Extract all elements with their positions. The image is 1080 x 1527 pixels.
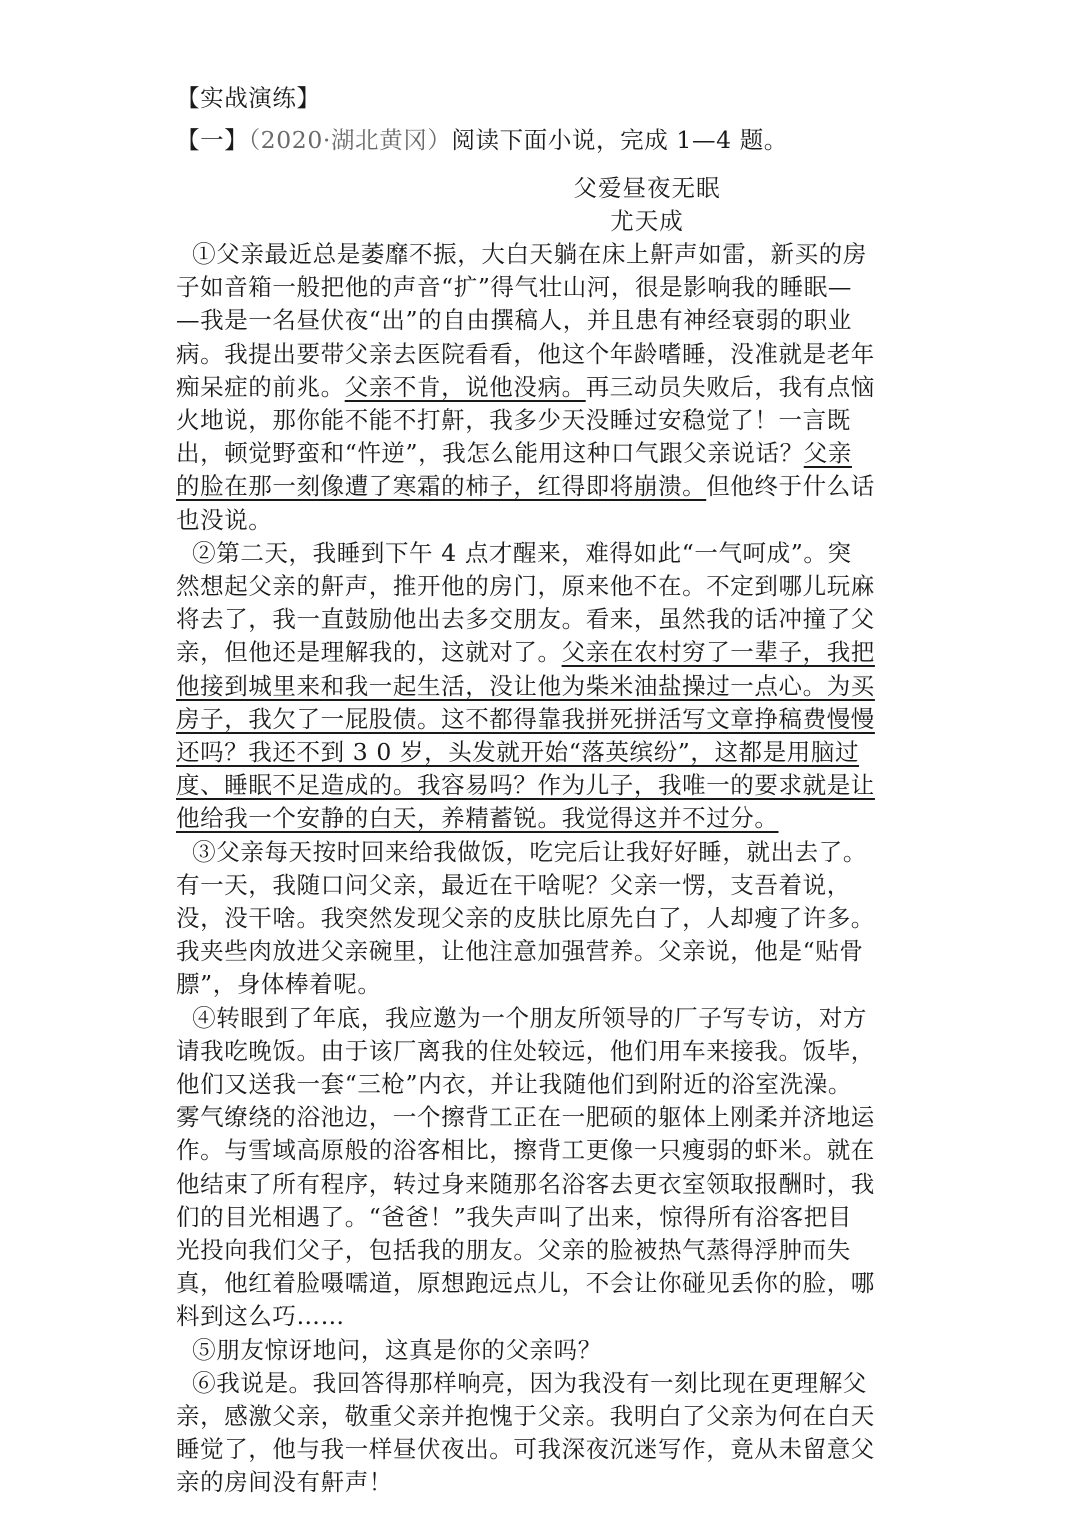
article-line [176,802,888,835]
underlined-text: 父亲在农村穷了一辈子，我把 [561,638,875,667]
underlined-text: 他给我一个安静的白天，养精蓄锐。我觉得这并不过分。 [176,804,779,833]
line-text: —我是一名昼伏夜“出”的自由撰稿人，并且患有神经衰弱的职业 [176,306,852,335]
line-text: 子如音箱一般把他的声音“扩”得气壮山河，很是影响我的睡眠— [176,273,852,302]
line-text: 火地说，那你能不能不打鼾，我多少天没睡过安稳觉了！一言既 [176,406,851,434]
article-line [176,1367,888,1400]
article-line [176,570,888,603]
line-text: ②第二天，我睡到下午 4 点才醒来，难得如此“一气呵成”。突 [176,538,852,567]
line-text: 亲，但他还是理解我的，这就对了。 [176,638,562,667]
article-line [176,371,888,404]
line-text: 作。与雪域高原般的浴客相比，擦背工更像一只瘦弱的虾米。就在 [176,1136,875,1165]
article-line [176,1168,888,1201]
question-source: （2020·湖北黄冈） [248,126,452,154]
article-author-text: 尤天成 [610,207,684,235]
line-text: ⑥我说是。我回答得那样响亮，因为我没有一刻比现在更理解父 [176,1368,867,1397]
line-text: 没，没干啥。我突然发现父亲的皮肤比原先白了，人却瘦了许多。 [176,904,875,932]
underlined-text: 他接到城里来和我一起生活，没让他为柴米油盐操过一点心。为买 [176,671,875,700]
question-prefix: 【一】 [176,126,249,154]
article-title [0,172,1080,205]
article-line [176,1334,888,1367]
article-line [176,1002,888,1035]
line-text: ①父亲最近总是萎靡不振，大白天躺在床上鼾声如雷，新买的房 [176,240,867,268]
article-line [176,1400,888,1433]
article-line [176,1035,888,1068]
article-line [176,769,888,802]
underlined-text: 房子，我欠了一屁股债。这不都得靠我拼死拼活写文章挣稿费慢慢 [176,704,875,733]
underlined-text: 父亲 [803,439,852,468]
line-text: 病。我提出要带父亲去医院看看，他这个年龄嗜睡，没准就是老年 [176,339,875,368]
article-line [176,836,888,869]
line-text: 光投向我们父子，包括我的朋友。父亲的脸被热气蒸得浮肿而失 [176,1236,851,1264]
line-text: 将去了，我一直鼓励他出去多交朋友。看来，虽然我的话冲撞了父 [176,605,875,634]
line-text: 请我吃晚饭。由于该厂离我的住处较远，他们用车来接我。饭毕， [176,1036,875,1065]
article-line [176,1433,888,1466]
question-header [176,124,888,157]
article-line [176,437,888,470]
article-line [176,1267,888,1300]
line-text: 睡觉了，他与我一样昼伏夜出。可我深夜沉迷写作，竟从未留意父 [176,1435,875,1464]
article-line [176,1466,888,1499]
underlined-text: 父亲不肯，说他没病。 [344,372,586,401]
article-author [0,205,1080,238]
article-line [176,238,888,271]
line-text: 们的目光相遇了。“爸爸！”我失声叫了出来，惊得所有浴客把目 [176,1202,852,1231]
line-text: 有一天，我随口问父亲，最近在干啥呢？父亲一愣，支吾着说， [176,870,851,899]
line-text: 他们又送我一套“三枪”内衣，并让我随他们到附近的浴室洗澡。 [176,1070,852,1098]
underlined-text: 度、睡眠不足造成的。我容易吗？作为儿子，我唯一的要求就是让 [176,771,875,800]
article-line [176,703,888,736]
line-text: 然想起父亲的鼾声，推开他的房门，原来他不在。不定到哪儿玩麻 [176,572,875,600]
article-title-text: 父爱昼夜无眠 [573,174,721,202]
article-line [176,338,888,371]
article-line [176,869,888,902]
line-text: ④转眼到了年底，我应邀为一个朋友所领导的厂子写专访，对方 [176,1003,867,1032]
article-line [176,736,888,769]
article-line [176,636,888,669]
article-line [176,304,888,337]
line-text: 亲的房间没有鼾声！ [176,1468,393,1497]
line-text: 雾气缭绕的浴池边，一个擦背工正在一肥硕的躯体上刚柔并济地运 [176,1103,875,1132]
line-text: 再三动员失败后，我有点恼 [585,372,875,401]
line-text: 亲，感激父亲，敬重父亲并抱愧于父亲。我明白了父亲为何在白天 [176,1402,875,1430]
line-text: ⑤朋友惊讶地问，这真是你的父亲吗？ [176,1335,602,1364]
line-text: 料到这么巧…… [176,1302,345,1331]
line-text: 他结束了所有程序，转过身来随那名浴客去更衣室领取报酬时，我 [176,1169,875,1198]
article-line [176,404,888,437]
line-text: ③父亲每天按时回来给我做饭，吃完后让我好好睡，就出去了。 [176,837,867,866]
article-line [176,1068,888,1101]
article-line [176,1201,888,1234]
article-line [176,603,888,636]
article-line [176,935,888,968]
article-line [176,504,888,537]
line-text: 我夹些肉放进父亲碗里，让他注意加强营养。父亲说，他是“贴骨 [176,937,864,966]
line-text: 出，顿觉野蛮和“忤逆”，我怎么能用这种口气跟父亲说话？ [176,439,804,468]
article-line [176,1134,888,1167]
line-text: 但他终于什么话 [706,472,875,501]
article-line [176,670,888,703]
article-line [176,1300,888,1333]
article-line [176,1234,888,1267]
line-text: 也没说。 [176,505,273,534]
article-line [176,1101,888,1134]
article-line [176,902,888,935]
article-line [176,271,888,304]
underlined-text: 还吗？我还不到 3 0 岁，头发就开始“落英缤纷”，这都是用脑过 [176,738,860,766]
article-line [176,968,888,1001]
question-instruction: 阅读下面小说，完成 1—4 题。 [451,126,788,154]
article-line [176,537,888,570]
underlined-text: 的脸在那一刻像遭了寒霜的柿子，红得即将崩溃。 [176,472,707,501]
section-label: 【实战演练】 [176,84,321,112]
line-text: 痴呆症的前兆。 [176,372,345,401]
article-line [176,470,888,503]
line-text: 真，他红着脸嗫嚅道，原想跑远点儿，不会让你碰见丢你的脸，哪 [176,1269,875,1298]
line-text: 膘”，身体棒着呢。 [176,970,382,999]
